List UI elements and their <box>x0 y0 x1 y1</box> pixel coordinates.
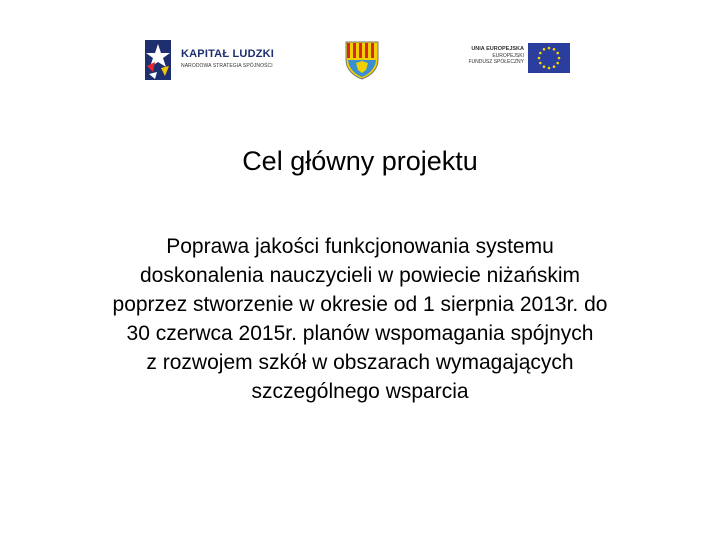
eu-logo <box>462 43 572 75</box>
kapital-ludzki-star-icon <box>143 38 177 82</box>
body-line: poprzez stworzenie w okresie od 1 sierpnia 2013r. do <box>112 293 608 316</box>
slide-body <box>60 232 660 406</box>
eu-text-line1: UNIA EUROPEJSKA <box>471 46 524 52</box>
eu-flag-icon <box>528 43 570 73</box>
coat-of-arms-logo <box>344 40 380 80</box>
body-line: 30 czerwca 2015r. planów wspomagania spójnych <box>126 322 594 345</box>
slide-title: Cel główny projektu <box>242 146 478 176</box>
body-line: z rozwojem szkół w obszarach wymagających <box>146 351 574 374</box>
eu-text-line2: EUROPEJSKI <box>492 53 524 59</box>
eu-text-line3: FUNDUSZ SPOŁECZNY <box>468 59 524 65</box>
kapital-ludzki-title: KAPITAŁ LUDZKI <box>181 48 275 60</box>
body-line: doskonalenia nauczycieli w powiecie niżańskim <box>139 264 581 287</box>
body-line: szczególnego wsparcia <box>251 380 469 403</box>
eu-text <box>462 46 524 65</box>
kapital-ludzki-subtitle: NARODOWA STRATEGIA SPÓJNOŚCI <box>181 63 273 69</box>
body-line: Poprawa jakości funkcjonowania systemu <box>166 235 554 258</box>
logo-bar <box>0 0 720 100</box>
kapital-ludzki-logo <box>143 38 283 82</box>
coat-of-arms-icon <box>344 40 380 80</box>
